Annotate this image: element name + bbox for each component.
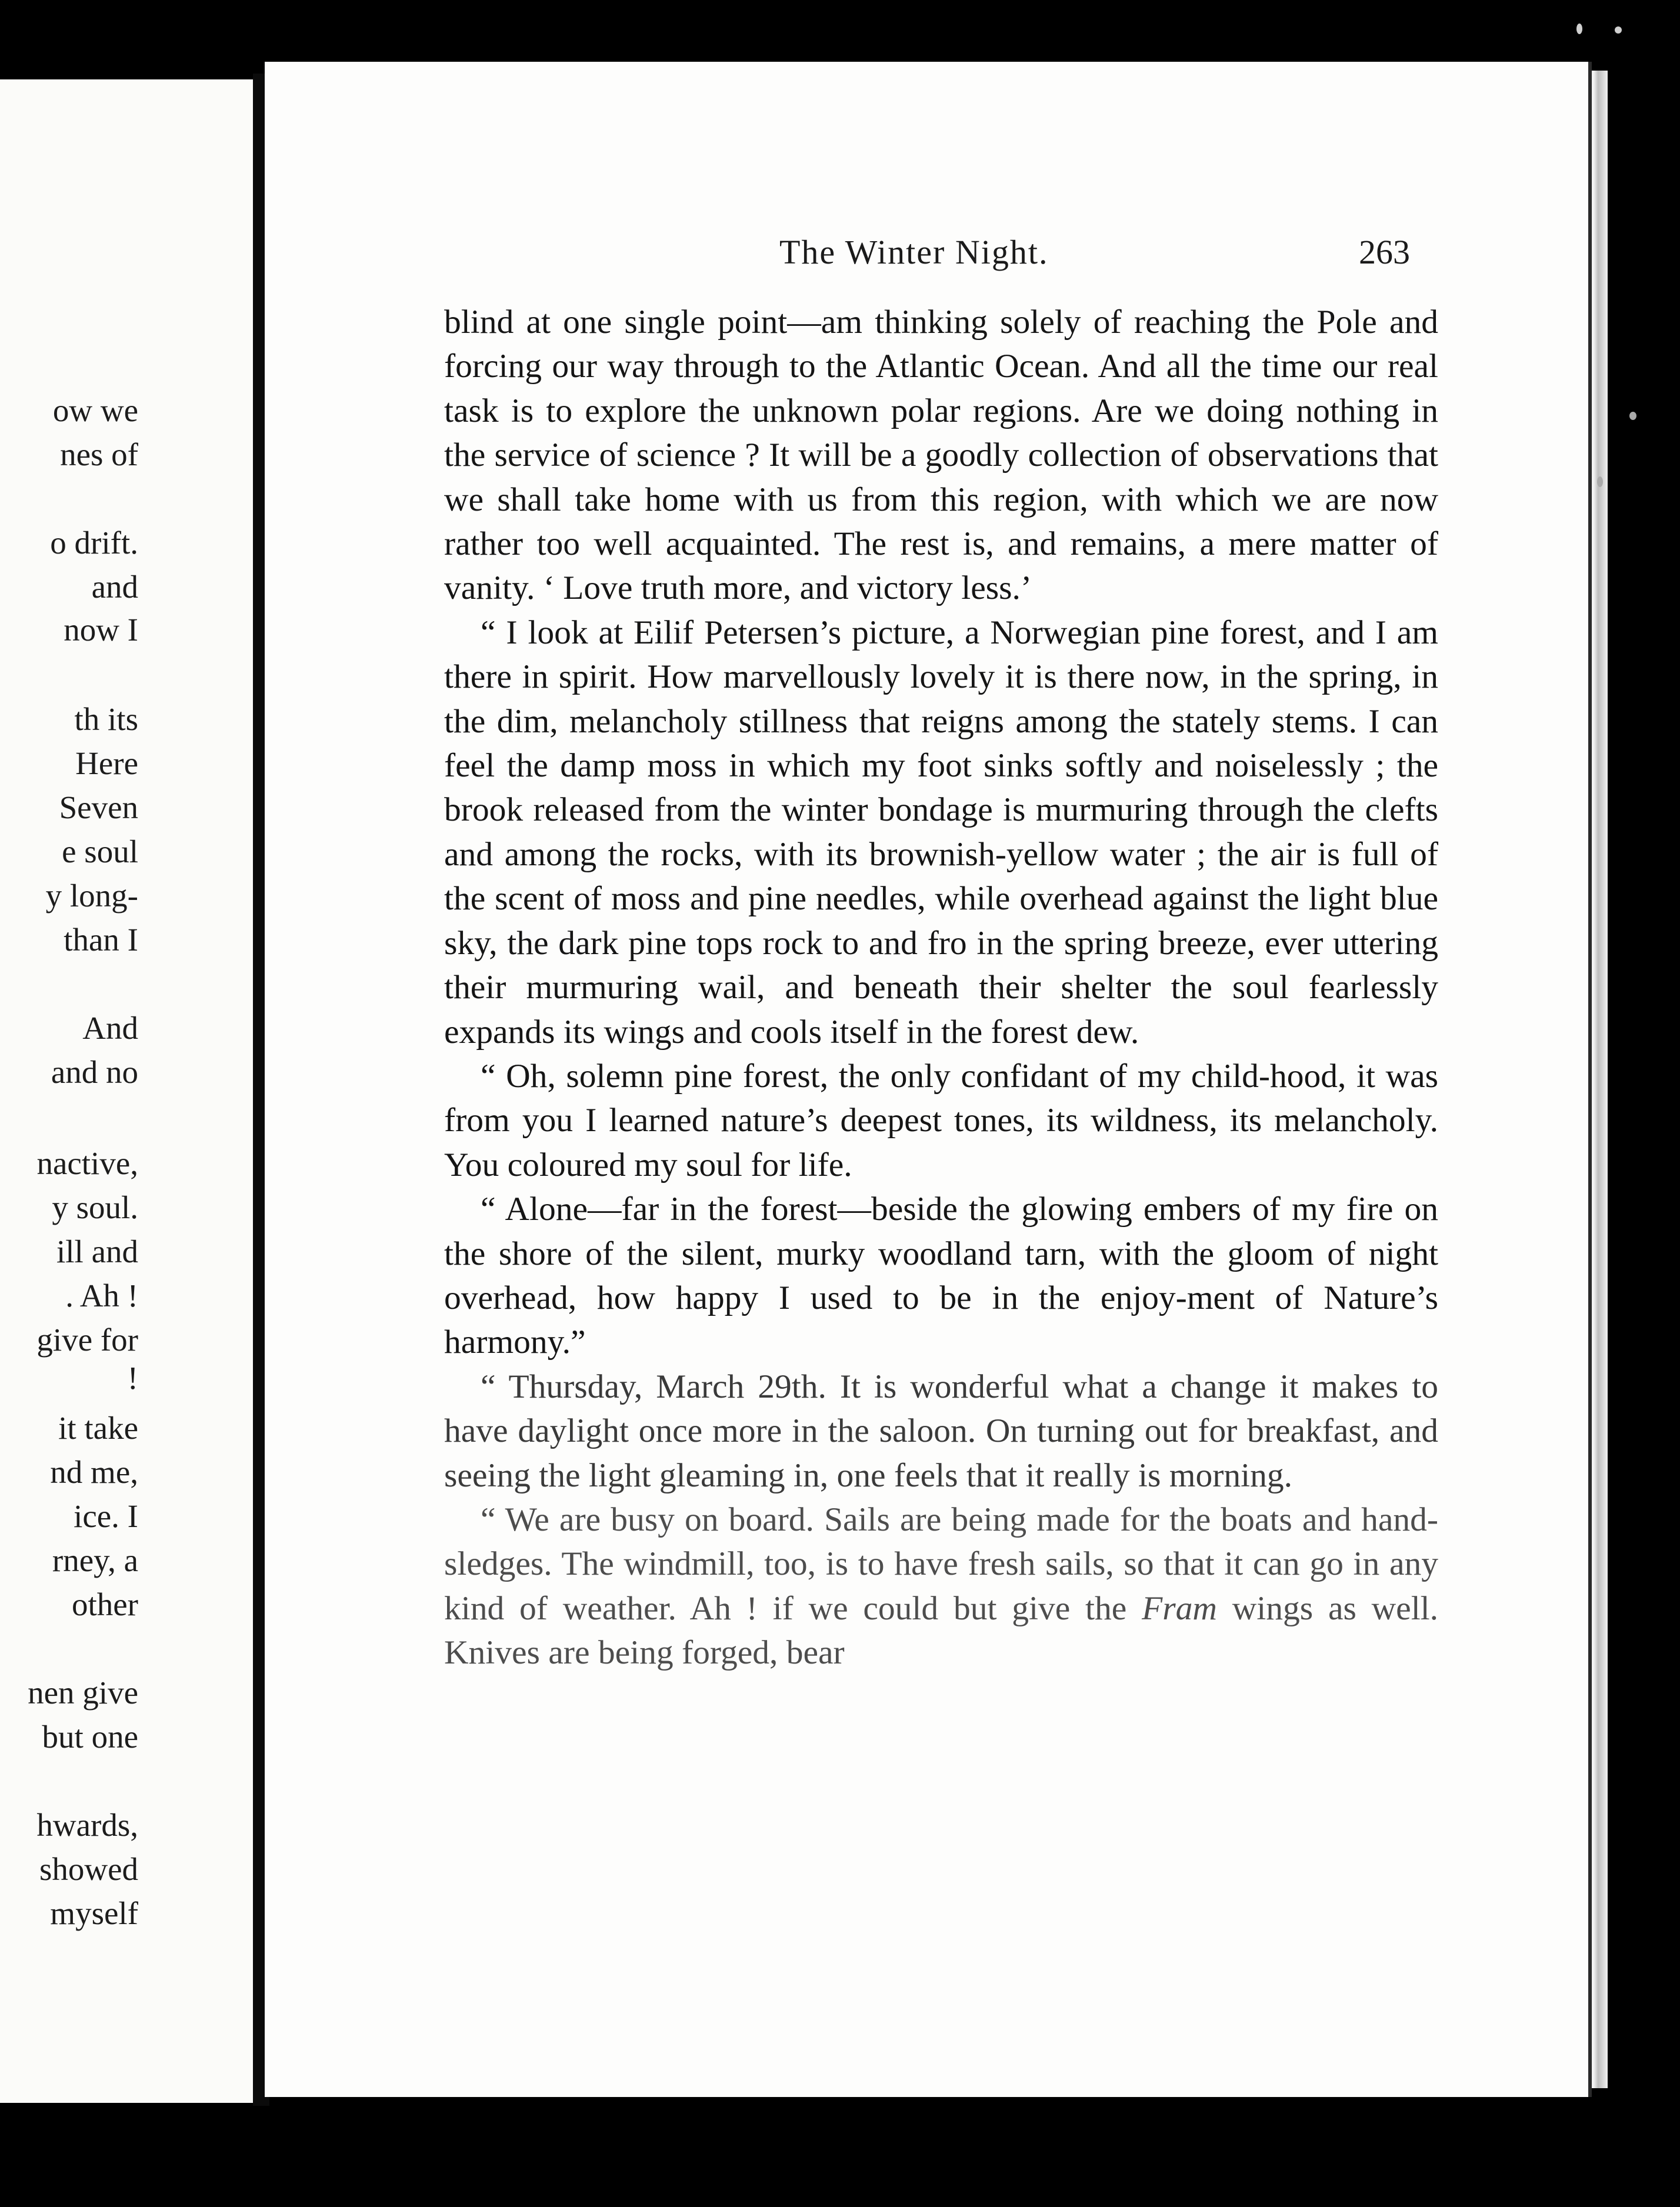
left-line-fragment: showed xyxy=(39,1851,138,1887)
left-line-fragment: hwards, xyxy=(36,1807,138,1843)
left-line-fragment: o drift. xyxy=(50,525,138,561)
left-facing-page xyxy=(0,79,259,2103)
left-line-fragment: nen give xyxy=(28,1675,138,1711)
left-line-fragment: y soul. xyxy=(52,1189,138,1225)
left-line-fragment: Here xyxy=(75,745,138,781)
left-line-fragment: give for xyxy=(36,1322,138,1358)
left-line-fragment: th its xyxy=(74,701,138,737)
left-line-fragment: nactive, xyxy=(36,1145,138,1181)
left-line-fragment: and xyxy=(91,569,138,605)
left-line-fragment: other xyxy=(71,1586,138,1622)
left-line-fragment: ow we xyxy=(52,392,138,428)
left-line-fragment: nes of xyxy=(60,436,138,472)
scan-speck xyxy=(1576,24,1582,34)
left-line-fragment: than I xyxy=(64,922,138,958)
scan-speck xyxy=(1615,26,1622,34)
paragraph: “ I look at Eilif Petersen’s picture, a Norwegian pine forest, and I am there in spirit. How marvellously lovely it is there now, in the spring, in the dim, melancholy stillness that reigns among the stately stems. I can feel the damp moss in which my foot sinks softly and noiselessly ; the brook released from the winter bondage is murmuring through the clefts and among the rocks, with its brownish-yellow water ; the air is full of the scent of moss and pine needles, while overhead against the light blue sky, the dark pine tops rock to and fro in the spring breeze, ever uttering their murmuring wail, and beneath their shelter the soul fearlessly expands its wings and cools itself in the forest dew. xyxy=(444,614,1438,1051)
paragraph-text: wings as well. Knives are being forged, bear xyxy=(444,1589,1439,1672)
left-line-fragment: and no xyxy=(51,1054,138,1090)
paragraph-text: “ We are busy on board. Sails are being made for the boats and hand-sledges. The windmill, too, is to have fresh sails, so that it can go in any kind of weather. Ah ! if we could but give the xyxy=(444,1501,1438,1627)
ship-name: Fram xyxy=(1142,1589,1217,1627)
scan-speck xyxy=(1597,476,1603,487)
left-line-fragment: nd me, xyxy=(50,1454,138,1490)
scan-speck xyxy=(1629,412,1636,420)
page-number: 263 xyxy=(1359,233,1410,271)
paragraph: “ Oh, solemn pine forest, the only confidant of my child-hood, it was from you I learned nature’s deepest tones, its wildness, its melancholy. You coloured my soul for life. xyxy=(444,1057,1438,1183)
left-line-fragment: now I xyxy=(64,612,138,648)
left-line-fragment: . Ah ! xyxy=(65,1278,138,1313)
paragraph: “ Thursday, March 29th. It is wonderful what a change it makes to have daylight once more in the saloon. On turning out for breakfast, and seeing the light gleaming in, one feels that it really is morning. xyxy=(444,1368,1438,1494)
left-line-fragment: it take xyxy=(58,1410,138,1446)
paragraph: “ Alone—far in the forest—beside the glowing embers of my fire on the shore of the silent, murky woodland tarn, with the gloom of night overhead, how happy I used to be in the enjoy-ment of Nature’s harmony.” xyxy=(444,1191,1438,1361)
left-line-fragment: e soul xyxy=(62,834,138,869)
left-line-fragment: but one xyxy=(42,1719,138,1755)
right-page xyxy=(265,62,1592,2097)
left-line-fragment: ill and xyxy=(56,1233,138,1269)
paragraph xyxy=(444,1498,1438,1675)
left-line-fragment: rney, a xyxy=(52,1542,138,1578)
running-title: The Winter Night. xyxy=(779,233,1049,271)
paragraph: blind at one single point—am thinking solely of reaching the Pole and forcing our way through to the Atlantic Ocean. And all the time our real task is to explore the unknown polar regions. Are we doing nothing in the service of science ? It will be a goodly collection of observations that we shall take home with us from this region, with which we are now rather too well acquainted. The rest is, and remains, a mere matter of vanity. ‘ Love truth more, and victory less.’ xyxy=(444,304,1438,607)
body-text xyxy=(444,300,1438,1675)
left-line-fragment: ice. I xyxy=(74,1498,138,1534)
left-line-fragment: Seven xyxy=(59,789,138,825)
left-line-fragment: And xyxy=(82,1010,138,1046)
left-line-fragment: myself xyxy=(50,1895,138,1931)
left-line-fragment: y long- xyxy=(45,878,138,914)
running-head xyxy=(265,232,1588,285)
left-line-fragment: ! xyxy=(127,1360,138,1396)
